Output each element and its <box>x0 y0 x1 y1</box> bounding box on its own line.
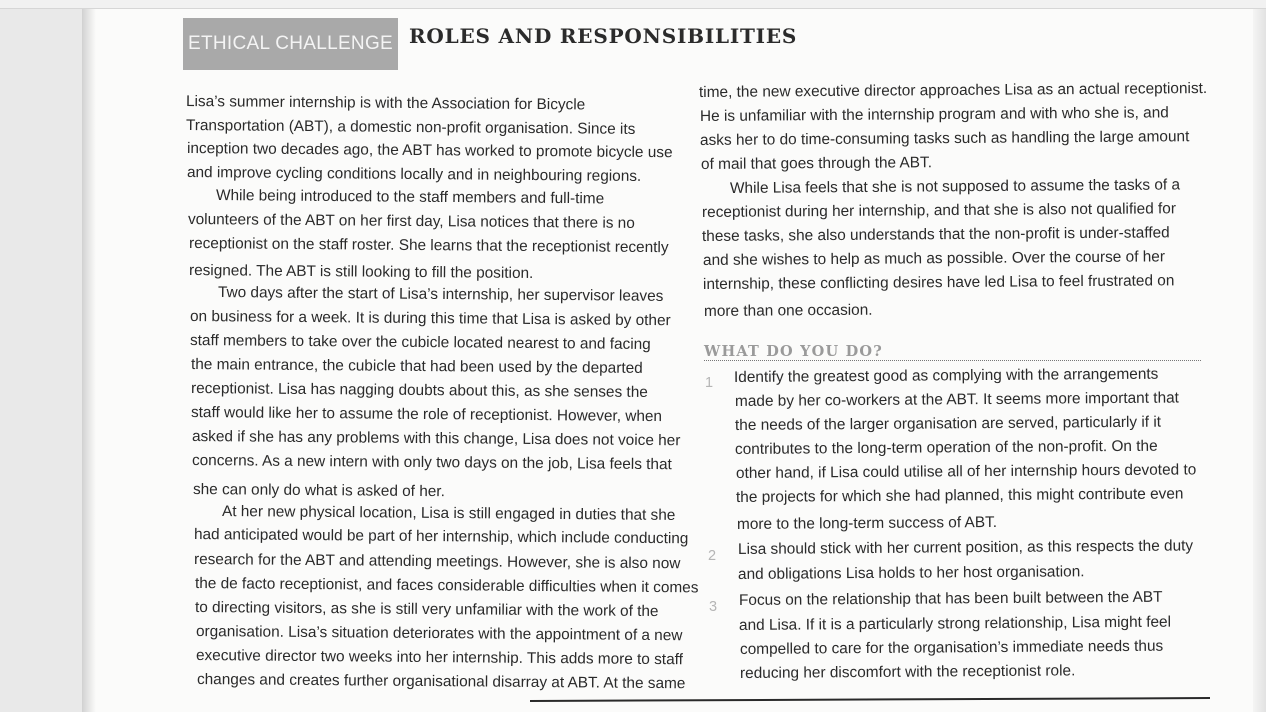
text-line: staff members to take over the cubicle located nearest to and facing <box>189 332 651 354</box>
text-line: At her new physical location, Lisa is still engaged in duties that she <box>221 503 676 524</box>
text-line: receptionist during her internship, and that she is also not qualified for <box>701 200 1177 221</box>
text-line: internship, these conflicting desires have led Lisa to feel frustrated on <box>702 272 1175 293</box>
text-line: to directing visitors, as she is still very unfamiliar with the work of the <box>194 599 659 621</box>
option-line: the needs of the larger organisation are served, particularly if it <box>734 413 1162 434</box>
option-line: reducing her discomfort with the receptionist role. <box>739 662 1076 682</box>
option-number: 3 <box>709 599 718 615</box>
text-line: had anticipated would be part of her internship, which include conducting <box>193 526 689 548</box>
option-line: other hand, if Lisa could utilise all of her internship hours devoted to <box>735 461 1197 482</box>
option-line: contributes to the long-term operation of the non-profit. On the <box>734 437 1158 458</box>
option-line: and Lisa. If it is a particularly strong relationship, Lisa might feel <box>738 613 1172 634</box>
option-line: the projects for which she had planned, this might contribute even <box>735 485 1184 506</box>
text-line: the main entrance, the cubicle that had been used by the departed <box>190 356 643 377</box>
text-line: and she wishes to help as much as possible. Over the course of her <box>702 248 1166 269</box>
text-line: asked if she has any problems with this change, Lisa does not voice her <box>191 428 681 450</box>
text-line: changes and creates further organisational disarray at ABT. At the same <box>196 671 686 693</box>
viewer-top-bar <box>0 0 1266 9</box>
text-line: Lisa’s summer internship is with the Association for Bicycle <box>185 93 586 114</box>
page-fold-shadow <box>82 9 96 712</box>
banner-label: ETHICAL CHALLENGE <box>187 33 393 54</box>
text-line: Transportation (ABT), a domestic non-profit organisation. Since its <box>185 117 636 138</box>
text-line: concerns. As a new intern with only two days on the job, Lisa feels that <box>191 452 672 474</box>
text-line: resigned. The ABT is still looking to fill the position. <box>188 262 534 283</box>
text-line: volunteers of the ABT on her first day, Lisa notices that there is no <box>187 211 635 232</box>
text-line: He is unfamiliar with the internship program and with who she is, and <box>699 104 1169 125</box>
text-line: of mail that goes through the ABT. <box>700 154 933 173</box>
text-line: Two days after the start of Lisa’s internship, her supervisor leaves <box>217 284 664 305</box>
text-line: While being introduced to the staff members and full-time <box>215 187 605 208</box>
page-title: ROLES AND RESPONSIBILITIES <box>409 24 798 48</box>
text-line: inception two decades ago, the ABT has worked to promote bicycle use <box>186 140 673 162</box>
viewer-left-gutter <box>0 9 82 712</box>
option-line: made by her co-workers at the ABT. It seems more important that <box>734 389 1180 410</box>
text-line: While Lisa feels that she is not supposed to assume the tasks of a <box>729 176 1181 197</box>
option-number: 2 <box>708 548 717 564</box>
option-line: and obligations Lisa holds to her host organisation. <box>737 563 1085 583</box>
ethical-challenge-banner <box>183 18 398 70</box>
option-line: more to the long-term success of ABT. <box>736 513 998 533</box>
option-line: Identify the greatest good as complying with the arrangements <box>733 365 1159 386</box>
option-line: compelled to care for the organisation’s immediate needs thus <box>739 637 1164 658</box>
section-heading-text: WHAT DO YOU DO? <box>704 343 883 360</box>
text-line: receptionist. Lisa has nagging doubts about this, as she senses the <box>190 380 648 401</box>
text-line: on business for a week. It is during this time that Lisa is asked by other <box>189 308 671 330</box>
text-line: executive director two weeks into her internship. This adds more to staff <box>195 647 683 669</box>
text-line: receptionist on the staff roster. She learns that the receptionist recently <box>188 235 669 257</box>
option-number: 1 <box>705 375 714 391</box>
text-line: more than one occasion. <box>703 301 873 320</box>
text-line: staff would like her to assume the role of receptionist. However, when <box>190 404 663 426</box>
text-line: she can only do what is asked of her. <box>192 481 445 501</box>
text-line: organisation. Lisa’s situation deteriorates with the appointment of a new <box>195 623 683 645</box>
text-line: time, the new executive director approaches Lisa as an actual receptionist. <box>698 80 1208 101</box>
text-line: these tasks, she also understands that the non-profit is under-staffed <box>701 224 1170 245</box>
page-right-edge <box>1253 9 1266 712</box>
option-line: Lisa should stick with her current position, as this respects the duty <box>737 537 1194 558</box>
option-line: Focus on the relationship that has been built between the ABT <box>738 588 1163 609</box>
text-line: the de facto receptionist, and faces considerable difficulties when it comes <box>194 575 699 597</box>
text-line: asks her to do time-consuming tasks such as handling the large amount <box>699 128 1190 149</box>
text-line: and improve cycling conditions locally and in neighbouring regions. <box>186 164 642 185</box>
what-do-you-do-heading <box>704 341 1201 361</box>
text-line: research for the ABT and attending meetings. However, she is also now <box>193 551 681 573</box>
